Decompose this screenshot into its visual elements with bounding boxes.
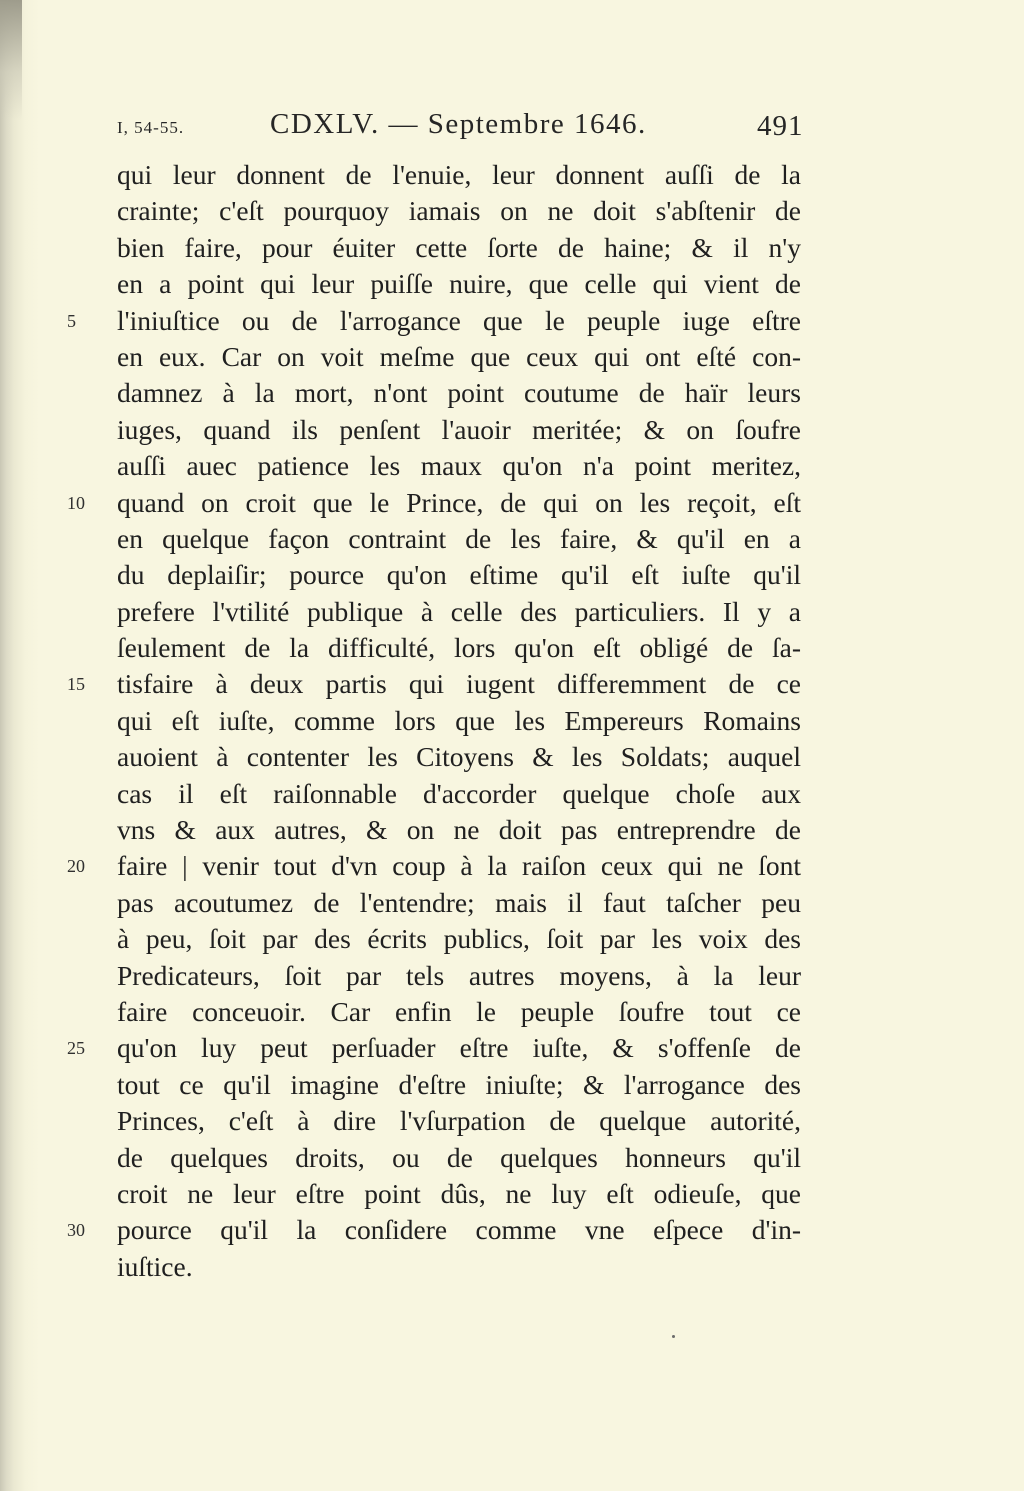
line-text: qui eſt iuſte, comme lors que les Empereurs Romains [117,704,801,736]
body-text [67,157,801,1285]
line-text: iuſtice. [117,1250,193,1282]
text-line [117,412,801,448]
line-text: prefere l'vtilité publique à celle des particuliers. Il y a [117,595,801,627]
text-line [117,885,801,921]
text-line [117,776,801,812]
page-number: 491 [757,110,804,142]
text-line [117,339,801,375]
line-text: iuges, quand ils penſent l'auoir meritée; & on ſoufre [117,413,801,445]
header-title: CDXLV. — Septembre 1646. [270,108,647,140]
text-line [117,193,801,229]
line-text: pas acoutumez de l'entendre; mais il faut taſcher peu [117,886,801,918]
text-line [117,375,801,411]
line-number: 15 [67,674,85,695]
text-line [117,630,801,666]
line-text: crainte; c'eſt pourquoy iamais on ne doit s'abſtenir de [117,195,801,227]
line-text: vns & aux autres, & on ne doit pas entreprendre de [117,814,801,846]
line-text: l'iniuſtice ou de l'arrogance que le peuple iuge eſtre [117,304,801,336]
text-line [117,921,801,957]
text-line [67,1030,801,1066]
text-line [117,1176,801,1212]
text-line [117,594,801,630]
text-line [117,1140,801,1176]
line-text: tisfaire à deux partis qui iugent differemment de ce [117,668,801,700]
text-line [117,1249,801,1285]
line-text: du deplaiſir; pource qu'on eſtime qu'il eſt iuſte qu'il [117,559,801,591]
text-line [117,157,801,193]
line-text: pource qu'il la conſidere comme vne eſpece d'in- [117,1214,801,1246]
line-text: qui leur donnent de l'enuie, leur donnent auſſi de la [117,159,801,190]
line-text: damnez à la mort, n'ont point coutume de haïr leurs [117,377,801,409]
line-text: en eux. Car on voit meſme que ceux qui ont eſté con- [117,340,801,372]
text-line [117,994,801,1030]
line-text: quand on croit que le Prince, de qui on les reçoit, eſt [117,486,801,518]
text-line [117,958,801,994]
line-text: de quelques droits, ou de quelques honneurs qu'il [117,1141,801,1173]
line-text: à peu, ſoit par des écrits publics, ſoit par les voix des [117,923,801,955]
line-text: Princes, c'eſt à dire l'vſurpation de quelque autorité, [117,1105,801,1137]
text-line [67,848,801,884]
text-line [67,303,801,339]
line-text: tout ce qu'il imagine d'eſtre iniuſte; & l'arrogance des [117,1068,801,1100]
running-header [0,108,1024,148]
text-line [117,739,801,775]
text-line [117,557,801,593]
line-text: qu'on luy peut perſuader eſtre iuſte, & s'offenſe de [117,1032,801,1064]
line-text: en a point qui leur puiſſe nuire, que celle qui vient de [117,268,801,300]
line-text: faire conceuoir. Car enfin le peuple ſoufre tout ce [117,995,801,1027]
line-text: ſeulement de la difficulté, lors qu'on eſt obligé de ſa- [117,632,801,664]
text-line [117,230,801,266]
text-line [117,1067,801,1103]
text-line [117,812,801,848]
line-text: cas il eſt raiſonnable d'accorder quelque choſe aux [117,777,801,809]
text-line [67,485,801,521]
text-line [117,266,801,302]
line-text: Predicateurs, ſoit par tels autres moyens, à la leur [117,959,801,991]
line-text: en quelque façon contraint de les faire, & qu'il en a [117,522,801,554]
line-text: auoient à contenter les Citoyens & les Soldats; auquel [117,741,801,773]
line-number: 25 [67,1038,85,1059]
line-text: faire | venir tout d'vn coup à la raiſon ceux qui ne ſont [117,850,801,882]
text-line [117,521,801,557]
line-number: 30 [67,1220,85,1241]
line-number: 20 [67,856,85,877]
line-number: 10 [67,492,85,513]
line-text: croit ne leur eſtre point dûs, ne luy eſt odieuſe, que [117,1177,801,1209]
text-line [117,703,801,739]
line-number: 5 [67,310,76,331]
text-line [117,1103,801,1139]
text-line [67,1212,801,1248]
text-line [117,448,801,484]
line-text: auſſi auec patience les maux qu'on n'a point meritez, [117,450,801,482]
ink-speck [672,1335,675,1338]
text-line [67,666,801,702]
header-reference: I, 54-55. [117,118,185,137]
line-text: bien faire, pour éuiter cette ſorte de haine; & il n'y [117,231,801,263]
